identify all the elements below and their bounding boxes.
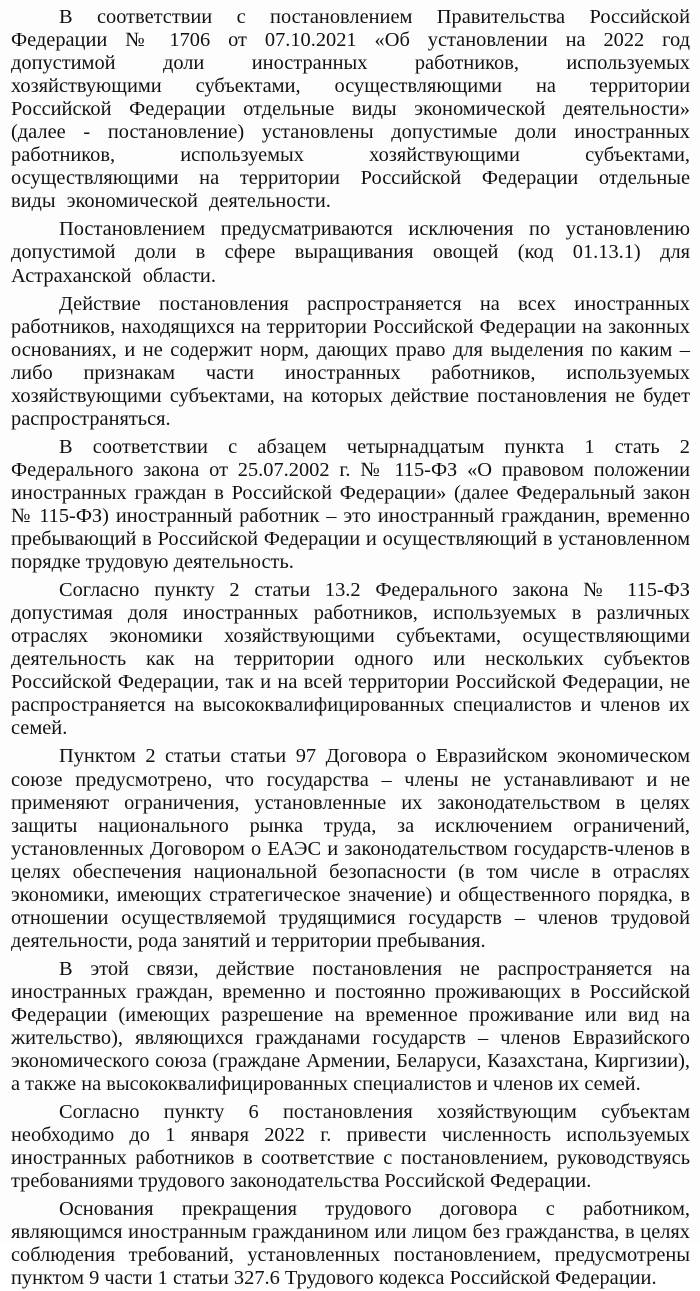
paragraph-foreign-worker-definition: В соответствии с абзацем четырнадцатым пункта 1 стать 2 Федерального закона от 25.07.2002 г. № 115-ФЗ «О правовом положении иностранных граждан в Российской Федерации» (далее Федеральный закон № 115-ФЗ) иностранный работник – это иностранный гражданин, временно пребывающий в Российской Федерации и осуществляющий в установленном порядке трудовую деятельность. [11,435,690,574]
paragraph-scope-of-decree: Действие постановления распространяется на всех иностранных работников, находящихся на территории Российской Федерации на законных основаниях, и не содержит норм, дающих право для выделения по каким – либо признакам части иностранных работников, используемых хозяйствующими субъектами, на которых действие постановления не будет распространяться. [11,292,690,430]
paragraph-astrakhan-exception: Постановлением предусматриваются исключения по установлению допустимой доли в сфере выращивания овощей (код 01.13.1) для Астраханской области. [11,218,690,287]
paragraph-exemptions: В этой связи, действие постановления не распространяется на иностранных граждан, временно и постоянно проживающих в Российской Федерации (имеющих разрешение на временное проживание или вид на жительство), являющихся гражданами государств – членов Евразийского экономического союза (граждане Армении, Беларуси, Казахстана, Киргизии), а также на высококвалифицированных специалистов и членов их семей. [11,957,690,1096]
paragraph-highly-qualified-specialists: Согласно пункту 2 статьи 13.2 Федерального закона № 115-ФЗ допустимая доля иностранных работников, используемых в различных отраслях экономики хозяйствующими субъектами, осуществляющими деятельность как на территории одного или нескольких субъектов Российской Федерации, так и на всей территории Российской Федерации, не распространяется на высококвалифицированных специалистов и членов их семей. [11,579,690,740]
paragraph-labor-code-grounds: Основания прекращения трудового договора с работником, являющимся иностранным гражданином или лицом без гражданства, в целях соблюдения требований, установленных постановлением, предусмотрены пунктом 9 части 1 статьи 327.6 Трудового кодекса Российской Федерации. [11,1198,690,1290]
paragraph-eaeu-treaty: Пунктом 2 статьи статьи 97 Договора о Евразийском экономическом союзе предусмотрено, что государства – члены не устанавливают и не применяют ограничения, установленные их законодательством в целях защиты национального рынка труда, за исключением ограничений, установленных Договором о ЕАЭС и законодательством государств-членов в целях обеспечения национальной безопасности (в том числе в отраслях экономики, имеющих стратегическое значение) и общественного порядка, в отношении осуществляемой трудящимися государств – членов трудовой деятельности, рода занятий и территории пребывания. [11,745,690,952]
paragraph-deadline-2022: Согласно пункту 6 постановления хозяйствующим субъектам необходимо до 1 января 2022 г. привести численность используемых иностранных работников в соответствие с постановлением, руководствуясь требованиями трудового законодательства Российской Федерации. [11,1101,690,1193]
paragraph-government-decree: В соответствии с постановлением Правительства Российской Федерации № 1706 от 07.10.2021 «Об установлении на 2022 год допустимой доли иностранных работников, используемых хозяйствующими субъектами, осуществляющими на территории Российской Федерации отдельные виды экономической деятельности» (далее - постановление) установлены допустимые доли иностранных работников, используемых хозяйствующими субъектами, осуществляющими на территории Российской Федерации отдельные виды экономической деятельности. [11,6,690,213]
